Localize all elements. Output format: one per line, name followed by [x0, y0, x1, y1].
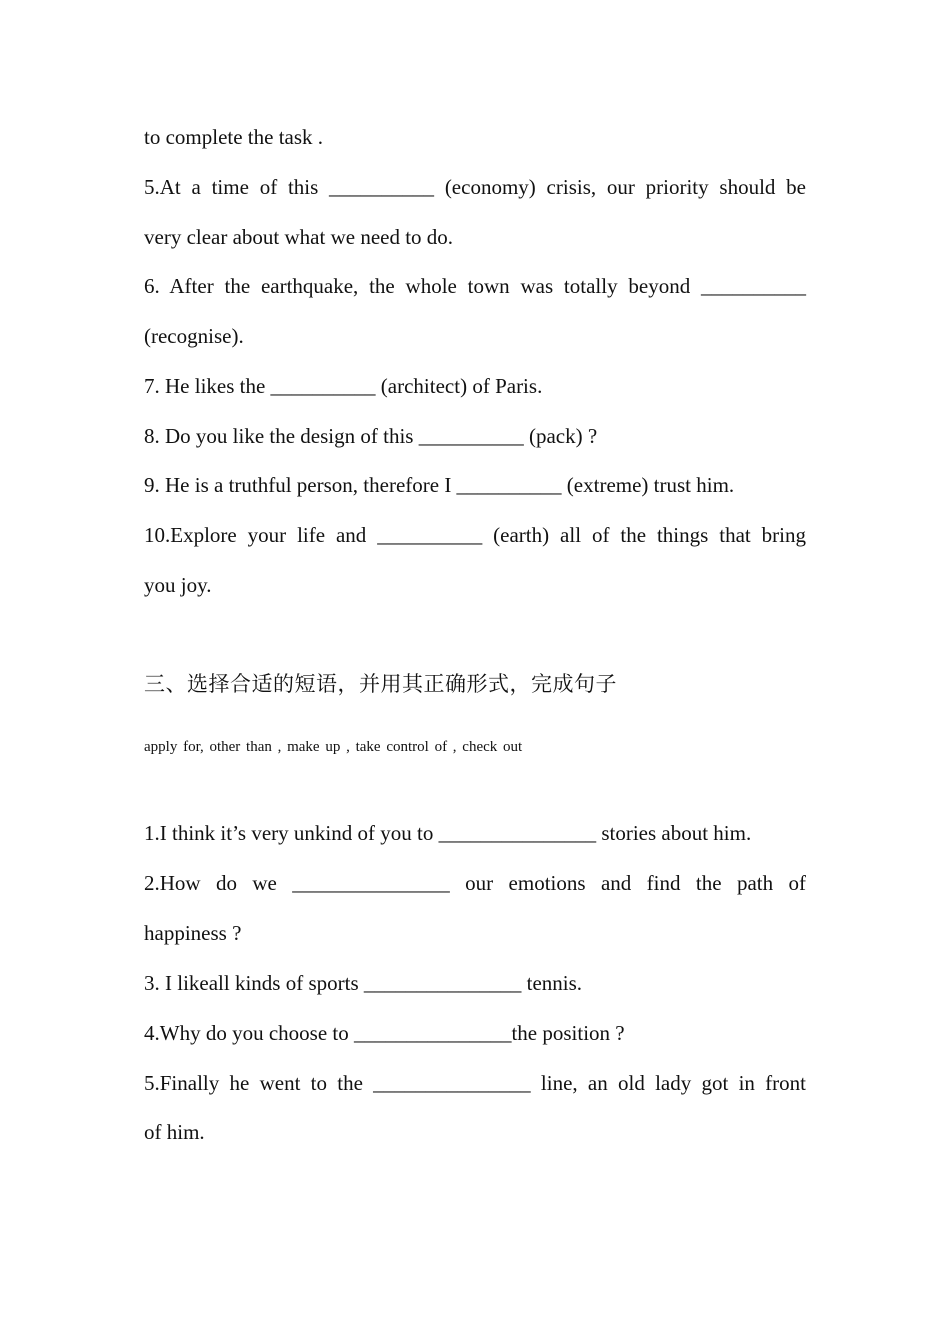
phrase-bank: apply for, other than , make up , take control of , check out	[144, 739, 523, 755]
section-3-heading: 三、选择合适的短语，并用其正确形式，完成句子	[144, 672, 617, 696]
question-10-line-2: you joy.	[144, 573, 212, 597]
question-5-line-1: 5.At a time of this __________ (economy) crisis, our priority should be	[144, 175, 806, 199]
question-10-line-1: 10.Explore your life and __________ (earth) all of the things that bring	[144, 523, 806, 547]
part3-question-5-line-2: of him.	[144, 1120, 205, 1144]
question-8: 8. Do you like the design of this __________ (pack) ?	[144, 424, 598, 448]
part3-question-3: 3. I likeall kinds of sports _______________ tennis.	[144, 971, 583, 995]
question-6-line-1: 6. After the earthquake, the whole town was totally beyond __________	[144, 274, 806, 298]
part3-question-4: 4.Why do you choose to _______________the position ?	[144, 1021, 625, 1045]
part3-question-1: 1.I think it’s very unkind of you to _______________ stories about him.	[144, 821, 752, 845]
question-4-continuation: to complete the task .	[144, 125, 324, 149]
question-6-line-2: (recognise).	[144, 324, 244, 348]
question-5-line-2: very clear about what we need to do.	[144, 225, 454, 249]
part3-question-2-line-1: 2.How do we _______________ our emotions and find the path of	[144, 871, 806, 895]
part3-question-2-line-2: happiness ?	[144, 921, 242, 945]
question-7: 7. He likes the __________ (architect) of Paris.	[144, 374, 543, 398]
question-9: 9. He is a truthful person, therefore I __________ (extreme) trust him.	[144, 473, 735, 497]
part3-question-5-line-1: 5.Finally he went to the _______________ line, an old lady got in front	[144, 1071, 806, 1095]
